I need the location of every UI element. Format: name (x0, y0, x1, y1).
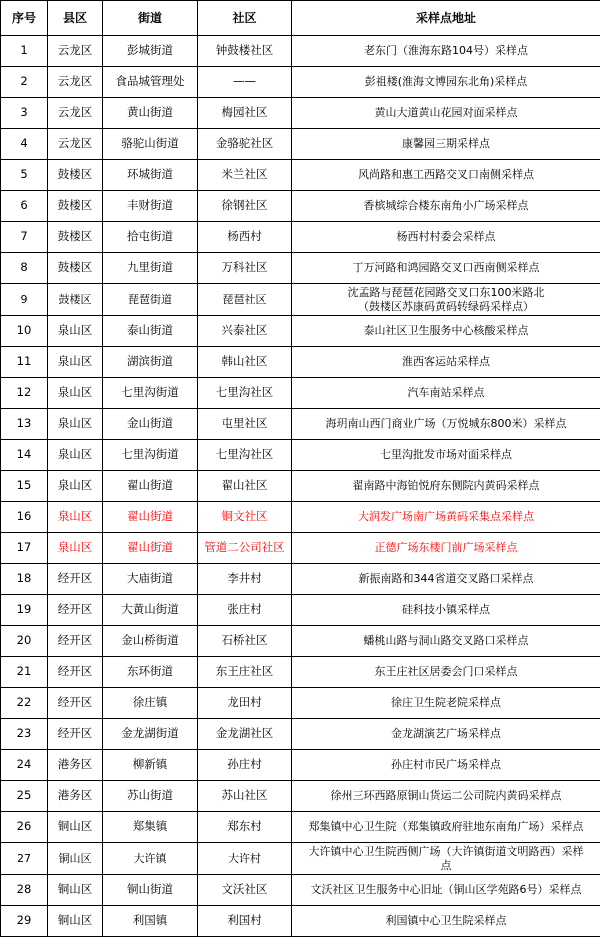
address-line: 七里沟批发市场对面采样点 (380, 448, 512, 462)
table-row (1, 67, 600, 98)
table-row (1, 750, 600, 781)
table-row (1, 98, 600, 129)
cell-no: 12 (1, 378, 48, 409)
cell-district: 铜山区 (48, 906, 103, 937)
cell-address (292, 533, 600, 564)
cell-district: 泉山区 (48, 440, 103, 471)
cell-no: 27 (1, 843, 48, 875)
address-line: 正德广场东楼门前广场采样点 (374, 541, 518, 555)
cell-no: 4 (1, 129, 48, 160)
cell-community: 钟鼓楼社区 (198, 36, 292, 67)
table-row (1, 812, 600, 843)
address-line: 泰山社区卫生服务中心核酸采样点 (363, 324, 529, 338)
cell-district: 铜山区 (48, 875, 103, 906)
header-street: 街道 (103, 1, 198, 36)
cell-district: 泉山区 (48, 347, 103, 378)
cell-street: 骆驼山街道 (103, 129, 198, 160)
cell-community: 杨西村 (198, 222, 292, 253)
cell-no: 26 (1, 812, 48, 843)
cell-no: 21 (1, 657, 48, 688)
cell-street: 湖滨街道 (103, 347, 198, 378)
table-row (1, 781, 600, 812)
cell-street: 苏山街道 (103, 781, 198, 812)
cell-address (292, 378, 600, 409)
cell-street: 彭城街道 (103, 36, 198, 67)
cell-address (292, 781, 600, 812)
cell-no: 3 (1, 98, 48, 129)
cell-no: 19 (1, 595, 48, 626)
cell-district: 云龙区 (48, 98, 103, 129)
cell-community: —— (198, 67, 292, 98)
table-row (1, 564, 600, 595)
cell-district: 泉山区 (48, 471, 103, 502)
header-district: 县区 (48, 1, 103, 36)
cell-community: 万科社区 (198, 253, 292, 284)
cell-street: 柳新镇 (103, 750, 198, 781)
cell-address (292, 440, 600, 471)
table-row (1, 378, 600, 409)
cell-address (292, 409, 600, 440)
table-row (1, 129, 600, 160)
cell-no: 6 (1, 191, 48, 222)
cell-address (292, 98, 600, 129)
cell-address (292, 688, 600, 719)
cell-district: 鼓楼区 (48, 253, 103, 284)
cell-no: 15 (1, 471, 48, 502)
table-row (1, 347, 600, 378)
cell-address (292, 564, 600, 595)
cell-address (292, 129, 600, 160)
cell-street: 金山街道 (103, 409, 198, 440)
cell-address (292, 253, 600, 284)
table-row (1, 595, 600, 626)
cell-no: 20 (1, 626, 48, 657)
cell-address (292, 471, 600, 502)
cell-address (292, 36, 600, 67)
address-line: 金龙湖演艺广场采样点 (391, 727, 501, 741)
address-line: 黄山大道黄山花园对面采样点 (374, 106, 518, 120)
cell-street: 翟山街道 (103, 471, 198, 502)
header-community: 社区 (198, 1, 292, 36)
cell-community: 孙庄村 (198, 750, 292, 781)
cell-street: 徐庄镇 (103, 688, 198, 719)
table-row (1, 843, 600, 875)
table-row (1, 409, 600, 440)
cell-no: 2 (1, 67, 48, 98)
cell-district: 泉山区 (48, 533, 103, 564)
cell-community: 金龙湖社区 (198, 719, 292, 750)
cell-district: 泉山区 (48, 409, 103, 440)
cell-community: 利国村 (198, 906, 292, 937)
cell-community: 米兰社区 (198, 160, 292, 191)
cell-address (292, 719, 600, 750)
cell-district: 云龙区 (48, 129, 103, 160)
header-no: 序号 (1, 1, 48, 36)
cell-address (292, 160, 600, 191)
table-row (1, 253, 600, 284)
cell-street: 金山桥街道 (103, 626, 198, 657)
cell-address (292, 875, 600, 906)
address-line: 郑集镇中心卫生院（郑集镇政府驻地东南角广场）采样点 (308, 820, 584, 834)
cell-no: 13 (1, 409, 48, 440)
table-row (1, 191, 600, 222)
header-address: 采样点地址 (292, 1, 600, 36)
cell-no: 14 (1, 440, 48, 471)
cell-no: 11 (1, 347, 48, 378)
cell-district: 经开区 (48, 564, 103, 595)
address-line: 风尚路和惠工西路交叉口南侧采样点 (358, 168, 534, 182)
cell-community: 铜文社区 (198, 502, 292, 533)
cell-street: 利国镇 (103, 906, 198, 937)
cell-community: 石桥社区 (198, 626, 292, 657)
cell-community: 郑东村 (198, 812, 292, 843)
cell-street: 环城街道 (103, 160, 198, 191)
table-row (1, 533, 600, 564)
cell-street: 铜山街道 (103, 875, 198, 906)
cell-community: 管道二公司社区 (198, 533, 292, 564)
cell-community: 徐钢社区 (198, 191, 292, 222)
cell-address (292, 657, 600, 688)
address-line: 文沃社区卫生服务中心旧址（铜山区学苑路6号）采样点 (310, 883, 582, 897)
cell-street: 大庙街道 (103, 564, 198, 595)
cell-street: 黄山街道 (103, 98, 198, 129)
address-line: 大润发广场南广场黄码采集点采样点 (358, 510, 534, 524)
address-line: 利国镇中心卫生院采样点 (385, 914, 507, 928)
address-line: 香槟城综合楼东南角小广场采样点 (363, 199, 529, 213)
cell-no: 9 (1, 284, 48, 316)
table-row (1, 502, 600, 533)
cell-address (292, 284, 600, 316)
table-row (1, 688, 600, 719)
address-line: 翟南路中海铂悦府东侧院内黄码采样点 (352, 479, 540, 493)
cell-street: 郑集镇 (103, 812, 198, 843)
address-line: 徐州三环西路原铜山货运二公司院内黄码采样点 (330, 789, 562, 803)
cell-no: 5 (1, 160, 48, 191)
cell-community: 东王庄社区 (198, 657, 292, 688)
table-row (1, 906, 600, 937)
cell-address (292, 906, 600, 937)
cell-address (292, 502, 600, 533)
cell-street: 琵琶街道 (103, 284, 198, 316)
cell-address (292, 750, 600, 781)
address-line: 康馨园三期采样点 (402, 137, 490, 151)
cell-street: 东环街道 (103, 657, 198, 688)
cell-address (292, 812, 600, 843)
cell-district: 鼓楼区 (48, 284, 103, 316)
address-line: 杨西村村委会采样点 (396, 230, 496, 244)
cell-address (292, 347, 600, 378)
table-row (1, 440, 600, 471)
table-row (1, 222, 600, 253)
cell-community: 梅园社区 (198, 98, 292, 129)
cell-district: 经开区 (48, 657, 103, 688)
cell-community: 七里沟社区 (198, 378, 292, 409)
cell-street: 大黄山街道 (103, 595, 198, 626)
cell-community: 七里沟社区 (198, 440, 292, 471)
cell-community: 文沃社区 (198, 875, 292, 906)
table-row (1, 626, 600, 657)
cell-no: 25 (1, 781, 48, 812)
cell-no: 17 (1, 533, 48, 564)
cell-community: 翟山社区 (198, 471, 292, 502)
cell-no: 18 (1, 564, 48, 595)
cell-district: 泉山区 (48, 502, 103, 533)
cell-street: 食品城管理处 (103, 67, 198, 98)
cell-no: 10 (1, 316, 48, 347)
table-row (1, 875, 600, 906)
address-line: 彭祖楼(淮海文博园东北角)采样点 (364, 75, 528, 89)
address-line: 蟠桃山路与洞山路交叉路口采样点 (363, 634, 529, 648)
cell-street: 拾屯街道 (103, 222, 198, 253)
address-line: 孙庄村市民广场采样点 (391, 758, 501, 772)
address-line: 丁万河路和鸿园路交叉口西南侧采样点 (352, 261, 540, 275)
table-body (1, 36, 600, 937)
cell-district: 泉山区 (48, 316, 103, 347)
table-row (1, 657, 600, 688)
cell-district: 经开区 (48, 719, 103, 750)
cell-address (292, 843, 600, 875)
cell-district: 云龙区 (48, 36, 103, 67)
cell-district: 铜山区 (48, 812, 103, 843)
cell-district: 经开区 (48, 595, 103, 626)
cell-address (292, 595, 600, 626)
cell-district: 泉山区 (48, 378, 103, 409)
cell-street: 金龙湖街道 (103, 719, 198, 750)
address-line: 汽车南站采样点 (407, 386, 485, 400)
cell-no: 7 (1, 222, 48, 253)
address-line-2: （鼓楼区苏康码黄码转绿码采样点） (358, 299, 534, 313)
cell-district: 鼓楼区 (48, 160, 103, 191)
cell-no: 23 (1, 719, 48, 750)
cell-address (292, 67, 600, 98)
table-row (1, 719, 600, 750)
table-row (1, 316, 600, 347)
table-header-row (1, 1, 600, 36)
table-row (1, 160, 600, 191)
cell-no: 1 (1, 36, 48, 67)
cell-district: 港务区 (48, 781, 103, 812)
cell-community: 龙田村 (198, 688, 292, 719)
cell-no: 24 (1, 750, 48, 781)
cell-community: 兴泰社区 (198, 316, 292, 347)
cell-district: 港务区 (48, 750, 103, 781)
cell-community: 张庄村 (198, 595, 292, 626)
address-line: 硅科技小镇采样点 (402, 603, 490, 617)
cell-district: 经开区 (48, 688, 103, 719)
cell-street: 大许镇 (103, 843, 198, 875)
cell-street: 七里沟街道 (103, 440, 198, 471)
address-line: 东王庄社区居委会门口采样点 (374, 665, 518, 679)
address-line: 新振南路和344省道交叉路口采样点 (358, 572, 534, 586)
cell-district: 经开区 (48, 626, 103, 657)
cell-community: 李井村 (198, 564, 292, 595)
address-line: 淮西客运站采样点 (402, 355, 490, 369)
cell-community: 琵琶社区 (198, 284, 292, 316)
cell-street: 翟山街道 (103, 502, 198, 533)
cell-no: 28 (1, 875, 48, 906)
cell-community: 韩山社区 (198, 347, 292, 378)
cell-address (292, 191, 600, 222)
table-row (1, 471, 600, 502)
cell-community: 苏山社区 (198, 781, 292, 812)
cell-address (292, 626, 600, 657)
cell-no: 22 (1, 688, 48, 719)
cell-community: 大许村 (198, 843, 292, 875)
cell-community: 屯里社区 (198, 409, 292, 440)
cell-no: 16 (1, 502, 48, 533)
cell-street: 翟山街道 (103, 533, 198, 564)
address-line: 老东门（淮海东路104号）采样点 (364, 44, 528, 58)
table-row (1, 284, 600, 316)
cell-district: 鼓楼区 (48, 222, 103, 253)
address-line: 沈孟路与琵琶花园路交叉口东100米路北 (347, 286, 545, 300)
cell-district: 云龙区 (48, 67, 103, 98)
cell-no: 8 (1, 253, 48, 284)
cell-street: 丰财街道 (103, 191, 198, 222)
cell-address (292, 222, 600, 253)
table-row (1, 36, 600, 67)
cell-no: 29 (1, 906, 48, 937)
cell-address (292, 316, 600, 347)
address-line: 海玥南山西门商业广场（万悦城东800米）采样点 (325, 417, 567, 431)
cell-street: 七里沟街道 (103, 378, 198, 409)
address-line-2: 点 (440, 858, 452, 872)
address-line: 徐庄卫生院老院采样点 (391, 696, 501, 710)
cell-district: 铜山区 (48, 843, 103, 875)
address-line: 大许镇中心卫生院西侧广场（大许镇街道文明路西）采样 (308, 845, 584, 859)
cell-community: 金骆驼社区 (198, 129, 292, 160)
cell-street: 泰山街道 (103, 316, 198, 347)
cell-district: 鼓楼区 (48, 191, 103, 222)
cell-street: 九里街道 (103, 253, 198, 284)
